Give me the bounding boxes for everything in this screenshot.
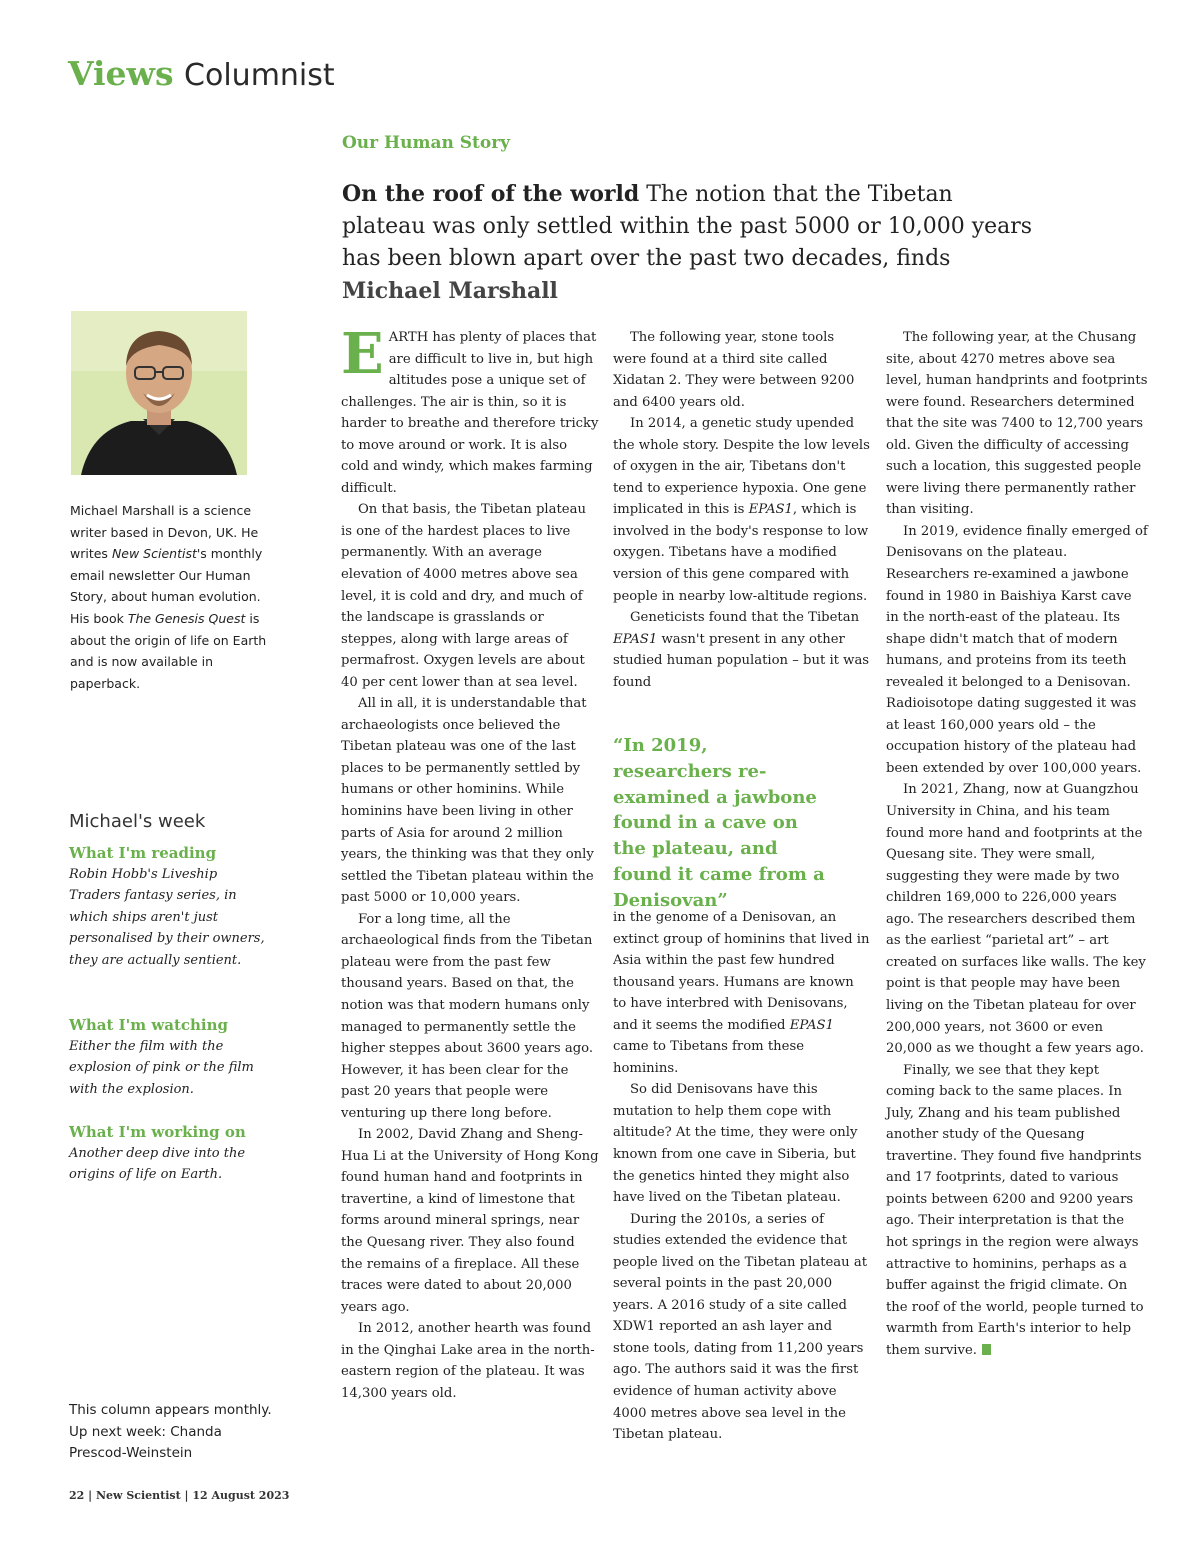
- bio-book-title: The Genesis Quest: [127, 610, 246, 626]
- working-heading: What I'm working on: [69, 1123, 246, 1141]
- gene-name: EPAS1: [789, 1017, 834, 1033]
- section-header: [68, 52, 335, 98]
- article-column-3: [886, 327, 1148, 1361]
- drop-cap: E: [341, 321, 384, 387]
- working-text: Another deep dive into the origins of life on Earth.: [69, 1146, 246, 1183]
- paragraph-text: Geneticists found that the Tibetan: [630, 610, 860, 626]
- paragraph-text: In 2014, a genetic study upended the whole story. Despite the low levels of oxygen in the air, Tibetans don't tend to experience hypoxia. One gene implicated in this is: [613, 416, 870, 518]
- bio-publication: New Scientist: [111, 546, 197, 562]
- bio-text: 's monthly email newsletter Our Human Story, about human evolution. His book: [70, 546, 263, 626]
- paragraph: The following year, stone tools were found at a third site called Xidatan 2. They were between 9200 and 6400 years old.: [613, 330, 855, 410]
- paragraph: The following year, at the Chusang site, about 4270 metres above sea level, human handprints and footprints were found. Researchers determined that the site was 7400 to 12,700 years old. Given the difficulty of accessing such a location, this suggested people were living there permanently rather than visiting.: [886, 330, 1148, 518]
- week-title: Michael's week: [69, 811, 206, 832]
- author-name: Michael Marshall: [342, 278, 558, 304]
- author-bio: [70, 500, 275, 694]
- paragraph: In 2002, David Zhang and Sheng-Hua Li at the University of Hong Kong found human hand and footprints in travertine, a kind of limestone that forms around mineral springs, near the Quesang river. They also found the remains of a fireplace. All these traces were dated to about 20,000 years ago.: [341, 1127, 599, 1315]
- paragraph: On that basis, the Tibetan plateau is one of the hardest places to live permanently. With an average elevation of 4000 metres above sea level, it is cold and dry, and much of the landscape is grasslands or steppes, along with large areas of permafrost. Oxygen levels are about 40 per cent lower than at sea level.: [341, 502, 586, 690]
- article-column-2-bottom: [613, 907, 871, 1446]
- article-column-2-top: [613, 327, 871, 693]
- standfirst: [342, 178, 1042, 308]
- article-title: On the roof of the world: [342, 181, 640, 207]
- watching-heading: What I'm watching: [69, 1016, 229, 1034]
- column-kicker: Our Human Story: [342, 133, 511, 153]
- bio-text: is about the origin of life on Earth and is now available in paperback.: [70, 610, 267, 691]
- paragraph-text: ARTH has plenty of places that are difficult to live in, but high altitudes pose a unique set of challenges. The air is thin, so it is harder to breathe and therefore tricky to move around or work. It is also cold and windy, which makes farming difficult.: [341, 330, 599, 496]
- paragraph: So did Denisovans have this mutation to help them cope with altitude? At the time, they were only known from one cave in Siberia, but the genetics hinted they might also have lived on the Tibetan plateau.: [613, 1082, 858, 1206]
- author-photo: [71, 311, 247, 475]
- next-column-note: This column appears monthly. Up next week: Chanda Prescod-Weinstein: [69, 1402, 272, 1461]
- paragraph-text: came to Tibetans from these hominins.: [613, 1039, 805, 1076]
- watching-text: Either the film with the explosion of pink or the film with the explosion.: [69, 1039, 254, 1097]
- paragraph: In 2021, Zhang, now at Guangzhou University in China, and his team found more hand and footprints at the Quesang site. They were small, suggesting they were made by two children 169,000 to 226,000 years ago. The researchers described them as the earliest “parietal art” – art created on surfaces like walls. The key point is that people may have been living on the Tibetan plateau for over 200,000 years, not 3600 or even 20,000 as we thought a few years ago.: [886, 782, 1146, 1057]
- paragraph: All in all, it is understandable that archaeologists once believed the Tibetan plateau was one of the last places to be permanently settled by humans or other hominins. While hominins have been living in other parts of Asia for around 2 million years, the thinking was that they only settled the Tibetan plateau within the past 5000 or 10,000 years.: [341, 696, 594, 906]
- pull-quote: “In 2019, researchers re-examined a jawbone found in a cave on the plateau, and found it came from a Denisovan”: [613, 735, 825, 911]
- bio-text: Michael Marshall is a science writer based in Devon, UK. He writes: [70, 503, 259, 562]
- reading-heading: What I'm reading: [69, 844, 217, 862]
- page-footer: 22 | New Scientist | 12 August 2023: [69, 1489, 290, 1502]
- paragraph: [613, 413, 871, 607]
- gene-name: EPAS1: [613, 631, 658, 647]
- paragraph: During the 2010s, a series of studies extended the evidence that people lived on the Tibetan plateau at several points in the past 20,000 years. A 2016 study of a site called XDW1 reported an ash layer and stone tools, dating from 11,200 years ago. The authors said it was the first evidence of human activity above 4000 metres above sea level in the Tibetan plateau.: [613, 1211, 868, 1443]
- paragraph-text: wasn't present in any other studied human population – but it was found: [613, 631, 870, 690]
- paragraph: [341, 321, 599, 499]
- paragraph: [613, 607, 871, 693]
- paragraph: For a long time, all the archaeological finds from the Tibetan plateau were from the past few thousand years. Based on that, the notion was that modern humans only managed to permanently settle the higher steppes about 3600 years ago. However, it has been clear for the past 20 years that people were venturing up there long before.: [341, 911, 594, 1121]
- subsection-label: Columnist: [184, 58, 335, 93]
- paragraph: In 2012, another hearth was found in the Qinghai Lake area in the north-eastern region of the plateau. It was 14,300 years old.: [341, 1321, 595, 1401]
- paragraph: In 2019, evidence finally emerged of Denisovans on the plateau. Researchers re-examined a jawbone found in 1980 in Baishiya Karst cave in the north-east of the plateau. Its shape didn't match that of modern humans, and proteins from its teeth revealed it belonged to a Denisovan. Radioisotope dating suggested it was at least 160,000 years old – the occupation history of the plateau had been extended by over 100,000 years.: [886, 523, 1148, 776]
- end-mark-icon: [982, 1344, 991, 1355]
- standfirst-text: The notion that the Tibetan plateau was only settled within the past 5000 or 10,000 years has been blown apart over the past two decades, finds: [342, 182, 1033, 271]
- reading-text: Robin Hobb's Liveship Traders fantasy series, in which ships aren't just personalised by their owners, they are actually sentient.: [69, 867, 265, 968]
- paragraph: [613, 907, 871, 1079]
- paragraph-text: in the genome of a Denisovan, an extinct group of hominins that lived in Asia within the past few hundred thousand years. Humans are known to have interbred with Denisovans, and it seems the modified: [613, 910, 870, 1033]
- paragraph: [886, 1060, 1148, 1362]
- paragraph-text: Finally, we see that they kept coming back to the same places. In July, Zhang and his team published another study of the Quesang travertine. They found five handprints and 17 footprints, dated to various points between 6200 and 9200 years ago. Their interpretation is that the hot springs in the region were always attractive to hominins, perhaps as a buffer against the frigid climate. On the roof of the world, people turned to warmth from Earth's interior to help them survive.: [886, 1062, 1144, 1358]
- author-portrait-icon: [71, 311, 247, 475]
- section-label: Views: [68, 54, 174, 93]
- article-column-1: [341, 321, 599, 1404]
- gene-name: EPAS1: [748, 502, 793, 518]
- paragraph-text: , which is involved in the body's response to low oxygen. Tibetans have a modified version of this gene compared with people in nearby low-altitude regions.: [613, 502, 869, 604]
